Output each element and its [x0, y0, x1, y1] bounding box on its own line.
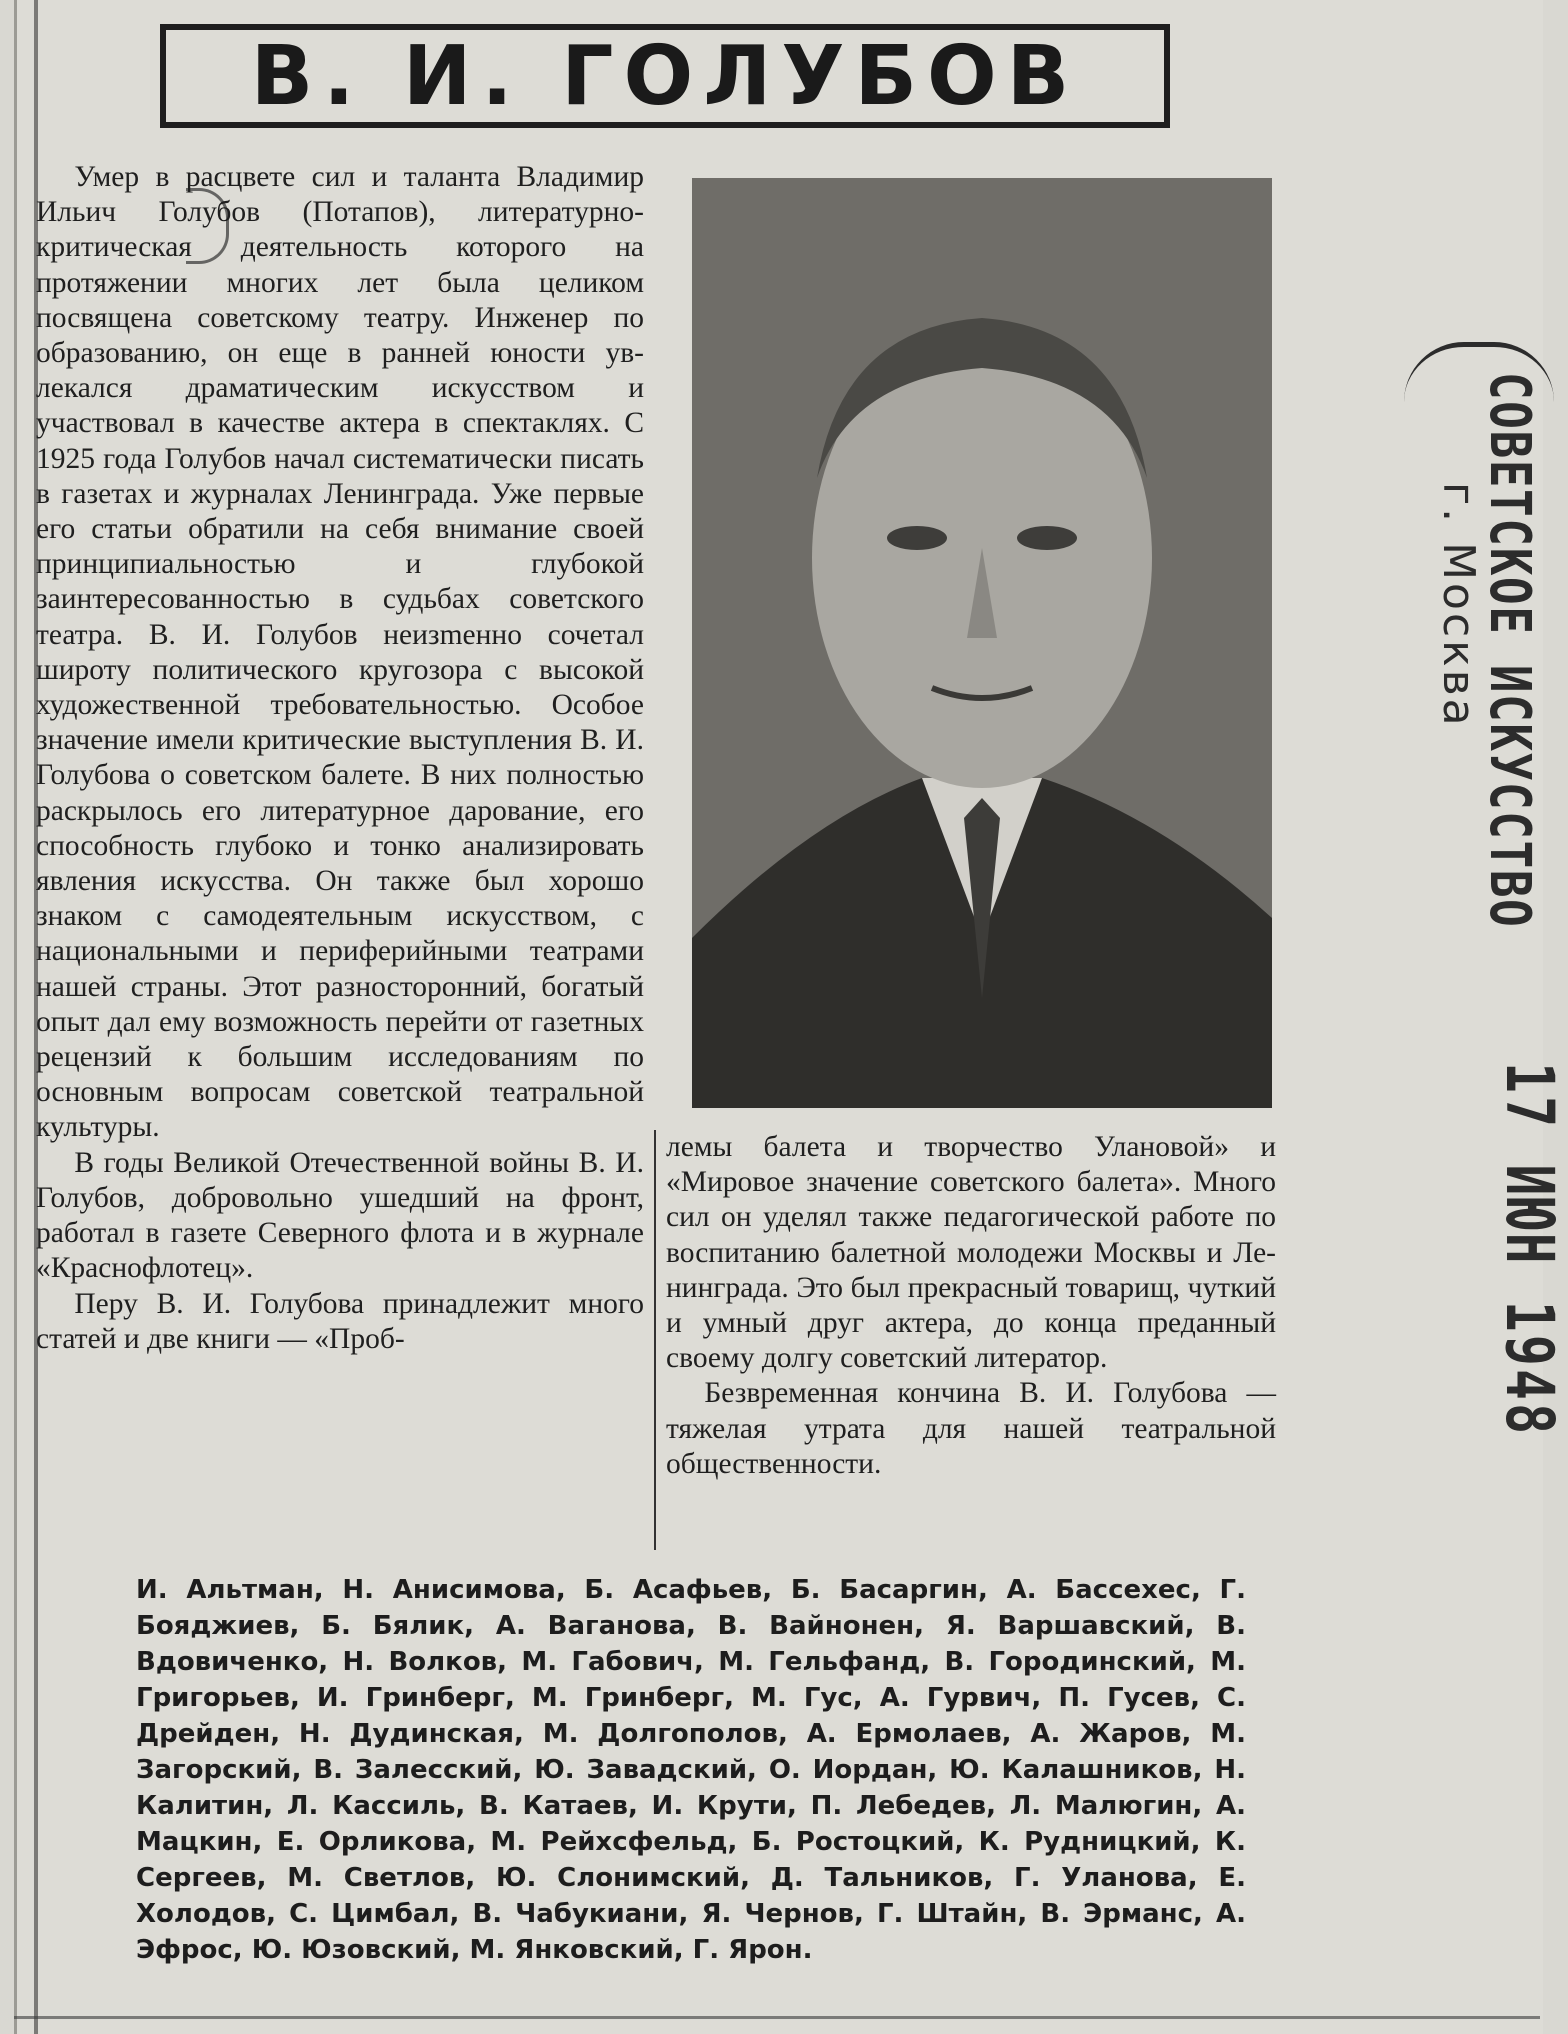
article-paragraph: Умер в расцвете сил и таланта Владимир Ильич Голубов (Потапов), литературно-критическая деятельность которого на протяжении многих лет была целиком посвящена советскому театру. Инженер по образованию, он еще в ранней юности увлекался драматическим искусством и участвовал в качестве актера в спектаклях. С 1925 года Голубов начал систематически писать в газетах и журналах Ленинграда. Уже первые его статьи обратили на себя внимание своей принципиальностью и глубокой заинтересованностью в судьбах советского театра. В. И. Голубов неизmенно сочетал широту политического кругозора с высокой художественной требовательностью. Особое значение имели критические выступления В. И. Голубова о советском балете. В них полностью раскрылось его литературное дарование, его способность глубоко и тонко анализировать явления искусства. Он также был хорошо знаком с самодеятельным искусством, с национальными и периферийными театрами нашей страны. Этот разносторонний, богатый опыт дал ему возможность перейти от газетных рецензий к большим исследованиям по основным вопросам советской театральной культуры.: [36, 161, 644, 1144]
portrait-photo: [692, 178, 1272, 1108]
article-paragraph: Перу В. И. Голубова принадлежит много статей и две книги — «Проб-: [36, 1287, 644, 1355]
column-divider: [654, 1130, 656, 1550]
stamp-organization: СОВЕТСКОЕ ИСКУССТВО: [1477, 372, 1542, 929]
stamp-date: 17 ИЮН 1948: [1491, 1062, 1568, 1438]
stamp-city: г. Москва: [1433, 482, 1484, 729]
bottom-rule: [14, 2016, 1540, 2019]
article-column-right: [666, 1130, 1276, 1482]
headline: В. И. ГОЛУБОВ: [250, 28, 1080, 124]
headline-frame: [160, 24, 1170, 128]
article-paragraph: В годы Великой Отечественной войны В. И. Голубов, добровольно ушедший на фронт, работал в газете Северного флота и в журнале «Краснофлотец».: [36, 1146, 644, 1285]
article-paragraph: лемы балета и творчество Улановой» и «Мировое значение советского балета». Много сил он уделял также педагогической работе по воспитанию балетной молодежи Москвы и Ленинграда. Это был прекрасный товарищ, чуткий и умный друг актера, до конца преданный своему долгу советский литератор.: [666, 1131, 1276, 1375]
signatures-list: И. Альтман, Н. Анисимова, Б. Асафьев, Б. Басаргин, А. Бассехес, Г. Бояджиев, Б. Бялик, А. Ваганова, В. Вайнонен, Я. Варшавский, В. Вдовиченко, Н. Волков, М. Габович, М. Гельфанд, В. Городинский, М. Григорьев, И. Гринберг, М. Гринберг, М. Гус, А. Гурвич, П. Гусев, С. Дрейден, Н. Дудинская, М. Долгополов, А. Ермолаев, А. Жаров, М. Загорский, В. Залесский, Ю. Завадский, О. Иордан, Ю. Калашников, Н. Калитин, Л. Кассиль, В. Катаев, И. Крути, П. Лебедев, Л. Малюгин, А. Мацкин, Е. Орликова, М. Рейхсфельд, Б. Ростоцкий, К. Рудницкий, К. Сергеев, М. Светлов, Ю. Слонимский, Д. Тальников, Г. Уланова, Е. Холодов, С. Цимбал, В. Чабукиани, Я. Чернов, Г. Штайн, В. Эрманс, А. Эфрос, Ю. Юзовский, М. Янковский, Г. Ярон.: [136, 1575, 1246, 1965]
portrait-image: [692, 178, 1272, 1108]
article-paragraph: Безвременная кончина В. И. Голубова — тяжелая утрата для нашей театральной общественности.: [666, 1377, 1276, 1480]
article-column-left: [36, 160, 644, 1357]
